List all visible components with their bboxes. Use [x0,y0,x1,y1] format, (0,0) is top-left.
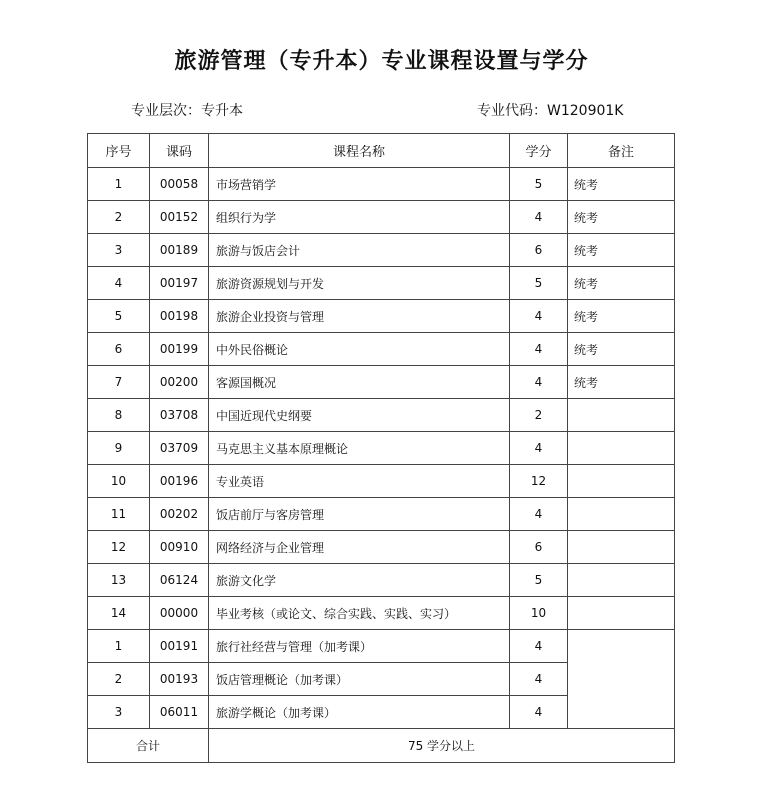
cell-seq: 4 [88,267,150,300]
cell-seq: 2 [88,201,150,234]
cell-seq: 8 [88,399,150,432]
table-row [88,366,675,399]
cell-seq: 1 [88,168,150,201]
cell-credit: 4 [510,333,568,366]
cell-credit: 6 [510,234,568,267]
cell-remark: 统考 [568,366,675,399]
cell-course-code: 00058 [150,168,209,201]
cell-credit: 12 [510,465,568,498]
cell-credit: 4 [510,201,568,234]
table-row [88,300,675,333]
table-row [88,333,675,366]
cell-course-code: 00000 [150,597,209,630]
cell-seq: 3 [88,696,150,729]
cell-remark [568,465,675,498]
cell-credit: 10 [510,597,568,630]
cell-course-code: 00197 [150,267,209,300]
cell-remark: 统考 [568,168,675,201]
cell-course-name: 旅游学概论（加考课） [209,696,510,729]
cell-course-code: 00152 [150,201,209,234]
table-row [88,498,675,531]
cell-credit: 4 [510,630,568,663]
table-body [88,168,675,729]
cell-course-name: 旅游企业投资与管理 [209,300,510,333]
cell-credit: 4 [510,432,568,465]
cell-course-name: 旅游资源规划与开发 [209,267,510,300]
cell-course-code: 06011 [150,696,209,729]
cell-course-code: 00189 [150,234,209,267]
cell-seq: 7 [88,366,150,399]
table-header-row [88,134,675,168]
table-row [88,465,675,498]
cell-course-name: 专业英语 [209,465,510,498]
cell-course-name: 中国近现代史纲要 [209,399,510,432]
cell-course-name: 市场营销学 [209,168,510,201]
table-row [88,267,675,300]
cell-seq: 10 [88,465,150,498]
cell-course-code: 00191 [150,630,209,663]
cell-credit: 5 [510,564,568,597]
total-value: 75 学分以上 [209,729,675,763]
cell-remark [568,564,675,597]
cell-remark: 统考 [568,267,675,300]
cell-course-code: 00198 [150,300,209,333]
cell-remark: 统考 [568,300,675,333]
cell-credit: 4 [510,366,568,399]
major-level-label: 专业层次：专升本 [131,103,243,119]
cell-credit: 5 [510,168,568,201]
cell-remark: 统考 [568,333,675,366]
cell-course-name: 网络经济与企业管理 [209,531,510,564]
cell-remark: 统考 [568,201,675,234]
total-row [88,729,675,763]
cell-credit: 6 [510,531,568,564]
header-credit: 学分 [510,134,568,168]
cell-seq: 13 [88,564,150,597]
cell-seq: 1 [88,630,150,663]
cell-course-code: 00193 [150,663,209,696]
cell-credit: 4 [510,696,568,729]
cell-credit: 2 [510,399,568,432]
cell-seq: 3 [88,234,150,267]
cell-course-name: 旅游与饭店会计 [209,234,510,267]
cell-seq: 14 [88,597,150,630]
table-row [88,201,675,234]
cell-remark-merged [568,630,675,729]
cell-course-code: 00200 [150,366,209,399]
cell-course-name: 饭店管理概论（加考课） [209,663,510,696]
table-row [88,399,675,432]
cell-course-name: 饭店前厅与客房管理 [209,498,510,531]
cell-course-code: 06124 [150,564,209,597]
major-code-label: 专业代码：W120901K [477,103,624,119]
cell-seq: 6 [88,333,150,366]
total-label: 合计 [88,729,209,763]
cell-course-name: 毕业考核（或论文、综合实践、实践、实习） [209,597,510,630]
cell-remark [568,432,675,465]
header-seq: 序号 [88,134,150,168]
cell-remark [568,597,675,630]
cell-course-name: 旅游文化学 [209,564,510,597]
cell-seq: 11 [88,498,150,531]
page-title: 旅游管理（专升本）专业课程设置与学分 [174,48,589,74]
table-row [88,168,675,201]
cell-course-code: 00196 [150,465,209,498]
table-row [88,597,675,630]
table-row [88,432,675,465]
cell-course-name: 组织行为学 [209,201,510,234]
cell-credit: 4 [510,663,568,696]
table-row [88,564,675,597]
table-row [88,531,675,564]
cell-course-code: 03709 [150,432,209,465]
cell-course-name: 中外民俗概论 [209,333,510,366]
cell-course-code: 03708 [150,399,209,432]
table-row [88,234,675,267]
cell-seq: 2 [88,663,150,696]
cell-remark: 统考 [568,234,675,267]
cell-seq: 12 [88,531,150,564]
cell-credit: 5 [510,267,568,300]
cell-seq: 5 [88,300,150,333]
cell-remark [568,531,675,564]
cell-credit: 4 [510,300,568,333]
cell-remark [568,399,675,432]
header-code: 课码 [150,134,209,168]
cell-seq: 9 [88,432,150,465]
cell-course-name: 客源国概况 [209,366,510,399]
table-row [88,630,675,663]
cell-course-name: 旅行社经营与管理（加考课） [209,630,510,663]
cell-course-name: 马克思主义基本原理概论 [209,432,510,465]
course-table [87,133,675,763]
cell-course-code: 00202 [150,498,209,531]
cell-course-code: 00199 [150,333,209,366]
header-remark: 备注 [568,134,675,168]
cell-course-code: 00910 [150,531,209,564]
header-course-name: 课程名称 [209,134,510,168]
cell-remark [568,498,675,531]
cell-credit: 4 [510,498,568,531]
